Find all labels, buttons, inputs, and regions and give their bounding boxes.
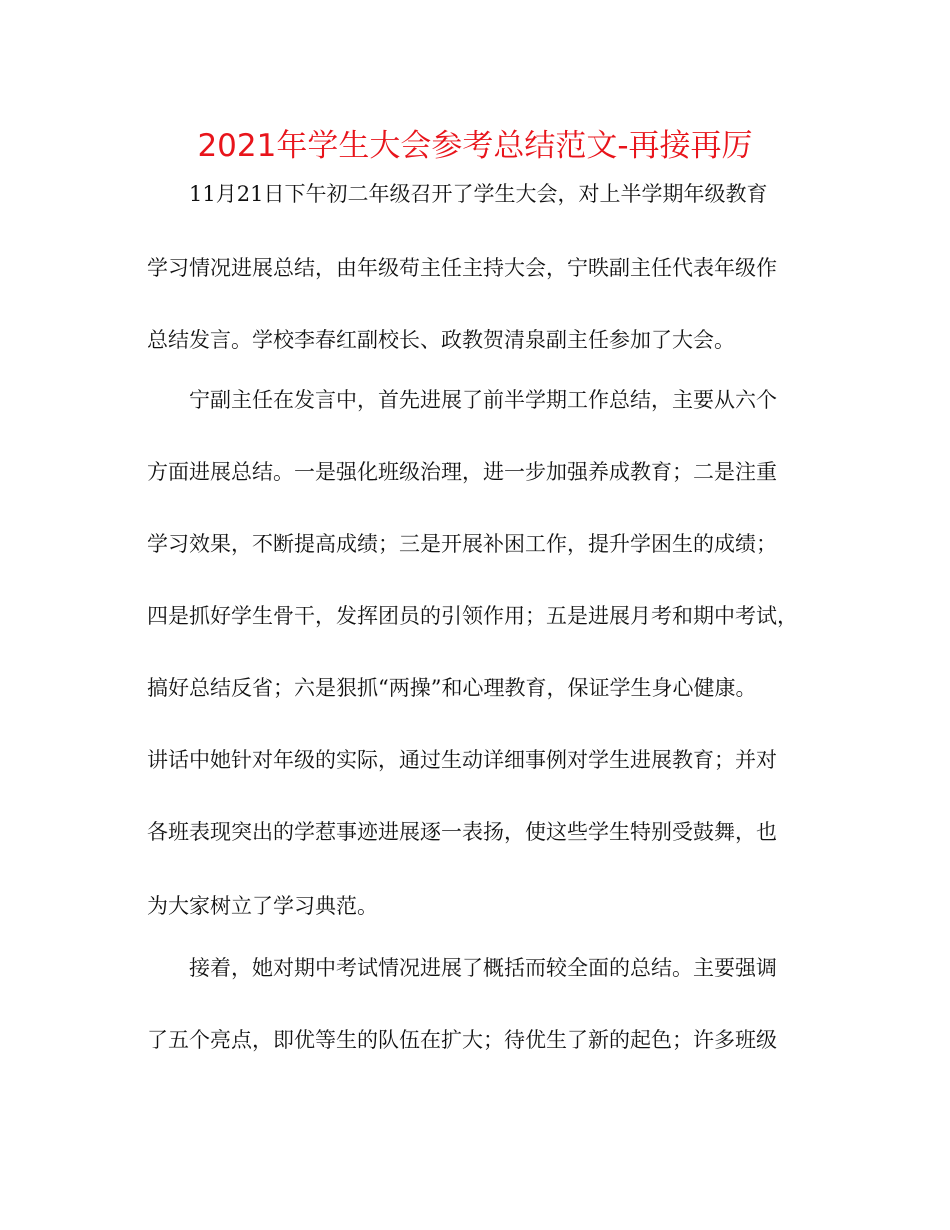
document-title: 2021年学生大会参考总结范文-再接再厉 (197, 128, 753, 164)
paragraph-line: 学习效果，不断提高成绩；三是开展补困工作，提升学困生的成绩； (147, 532, 777, 556)
paragraph-line: 搞好总结反省；六是狠抓“两操”和心理教育，保证学生身心健康。 (147, 676, 757, 700)
paragraph-line: 了五个亮点，即优等生的队伍在扩大；待优生了新的起色；许多班级 (147, 1028, 777, 1052)
paragraph-line: 四是抓好学生骨干，发挥团员的引领作用；五是进展月考和期中考试， (147, 604, 798, 628)
paragraph-line: 讲话中她针对年级的实际，通过生动详细事例对学生进展教育；并对 (147, 748, 777, 772)
paragraph-line: 11月21日下午初二年级召开了学生大会，对上半学期年级教育 (189, 182, 768, 206)
paragraph-line: 宁副主任在发言中，首先进展了前半学期工作总结，主要从六个 (189, 388, 777, 412)
paragraph-line: 各班表现突出的学惹事迹进展逐一表扬，使这些学生特别受鼓舞，也 (147, 820, 777, 844)
paragraph-line: 为大家树立了学习典范。 (147, 894, 378, 918)
paragraph-line: 学习情况进展总结，由年级苟主任主持大会，宁昳副主任代表年级作 (147, 256, 777, 280)
paragraph-line: 接着，她对期中考试情况进展了概括而较全面的总结。主要强调 (189, 956, 777, 980)
paragraph-line: 方面进展总结。一是强化班级治理，进一步加强养成教育；二是注重 (147, 460, 777, 484)
paragraph-line: 总结发言。学校李春红副校长、政教贺清泉副主任参加了大会。 (147, 328, 735, 352)
